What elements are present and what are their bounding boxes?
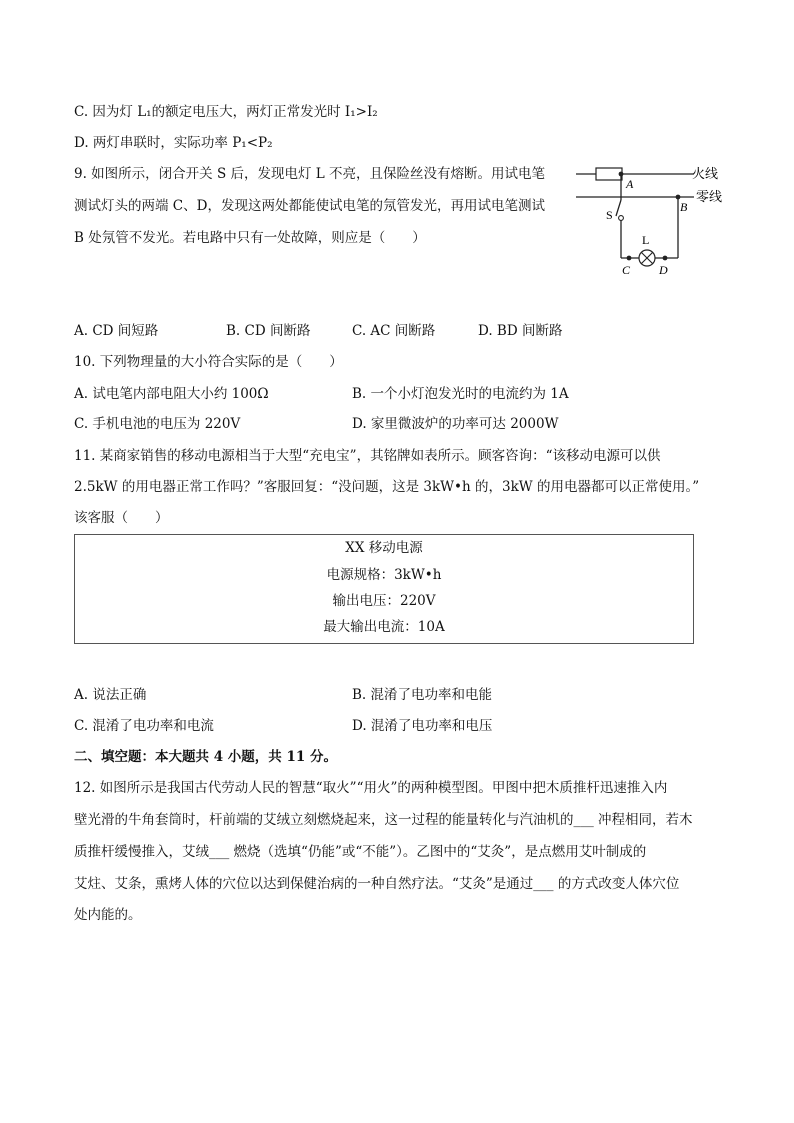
q9-stem-line1 [74,164,545,184]
q9-circuit-diagram [570,160,730,280]
q12-line5: 处内能的。 [74,907,142,923]
nameplate-spec: 电源规格：3kW•h [326,567,442,583]
q9-option-d: D. BD 间断路 [478,323,563,339]
q9-option-c: C. AC 间断路 [352,323,436,339]
q9-option-b: B. CD 间断路 [226,323,311,339]
q9-option-a: A. CD 间短路 [74,323,159,339]
section-heading: 二、填空题：本大题共 4 小题，共 11 分。 [74,749,337,765]
q12-line3: 质推杆缓慢推入，艾绒___ 燃烧（选填“仍能”或“不能”）。乙图中的“艾灸”，是点燃用艾叶制成的 [74,844,647,860]
q11-stem-line1: 11. 某商家销售的移动电源相当于大型“充电宝”，其铭牌如表所示。顾客咨询：“该移动电源可以供 [74,448,661,464]
lamp-label: L [642,233,650,247]
point-b-label: B [680,200,688,214]
q10-option-a: A. 试电笔内部电阻大小约 100Ω [74,386,269,402]
q9-stem-line2-text: 测试灯头的两端 C、D，发现这两处都能使试电笔的氖管发光，再用试电笔测试 [74,198,545,214]
fuse-icon [596,168,622,180]
q8-option-c-text: C. 因为灯 L₁的额定电压大，两灯正常发光时 I₁>I₂ [74,104,378,120]
point-c-label: C [622,263,631,277]
q9-stem-line2 [74,196,545,216]
q8-option-d [74,133,273,153]
q9-stem-line3 [74,228,426,248]
junction-dot-b [676,195,681,200]
q9-stem-line3-text: B 处氖管不发光。若电路中只有一处故障，则应是（ ） [74,230,426,246]
q12-line2: 壁光滑的牛角套筒时，杆前端的艾绒立刻燃烧起来，这一过程的能量转化与汽油机的___ 冲程相同，若木 [74,812,693,828]
q12-line4: 艾炷、艾条，熏烤人体的穴位以达到保健治病的一种自然疗法。“艾灸”是通过___ 的方式改变人体穴位 [74,876,680,892]
point-d-label: D [659,263,668,277]
nameplate-current: 最大输出电流：10A [323,619,445,635]
nameplate-voltage: 输出电压：220V [332,593,436,609]
point-d-dot [663,256,668,261]
q11-stem-line3: 该客服（ ） [74,510,169,526]
nameplate-title: XX 移动电源 [345,540,423,556]
nameplate-table [74,534,694,644]
q9-stem-line1-text: 9. 如图所示，闭合开关 S 后，发现电灯 L 不亮，且保险丝没有熔断。用试电笔 [74,166,546,182]
q12-line1: 12. 如图所示是我国古代劳动人民的智慧“取火”“用火”的两种模型图。甲图中把木质推杆迅速推入内 [74,780,668,796]
q8-option-c [74,102,378,122]
q11-option-a: A. 说法正确 [74,687,147,703]
live-wire-label: 火线 [692,166,719,181]
q10-option-b: B. 一个小灯泡发光时的电流约为 1A [352,386,569,402]
q11-option-d: D. 混淆了电功率和电压 [352,718,493,734]
q11-stem-line2: 2.5kW 的用电器正常工作吗？”客服回复：“没问题，这是 3kW•h 的，3kW 的用电器都可以正常使用。” [74,479,700,495]
switch-contact-icon [619,216,624,221]
q11-option-c: C. 混淆了电功率和电流 [74,718,214,734]
switch-blade [616,200,621,216]
point-a-label: A [626,177,634,191]
q11-option-b: B. 混淆了电功率和电能 [352,687,493,703]
q8-option-d-text: D. 两灯串联时，实际功率 P₁<P₂ [74,135,273,151]
q10-option-d: D. 家里微波炉的功率可达 2000W [352,416,559,432]
neutral-wire-label: 零线 [696,189,723,204]
point-c-dot [627,256,632,261]
q10-stem: 10. 下列物理量的大小符合实际的是（ ） [74,354,343,370]
switch-label: S [606,208,613,222]
q10-option-c: C. 手机电池的电压为 220V [74,416,241,432]
